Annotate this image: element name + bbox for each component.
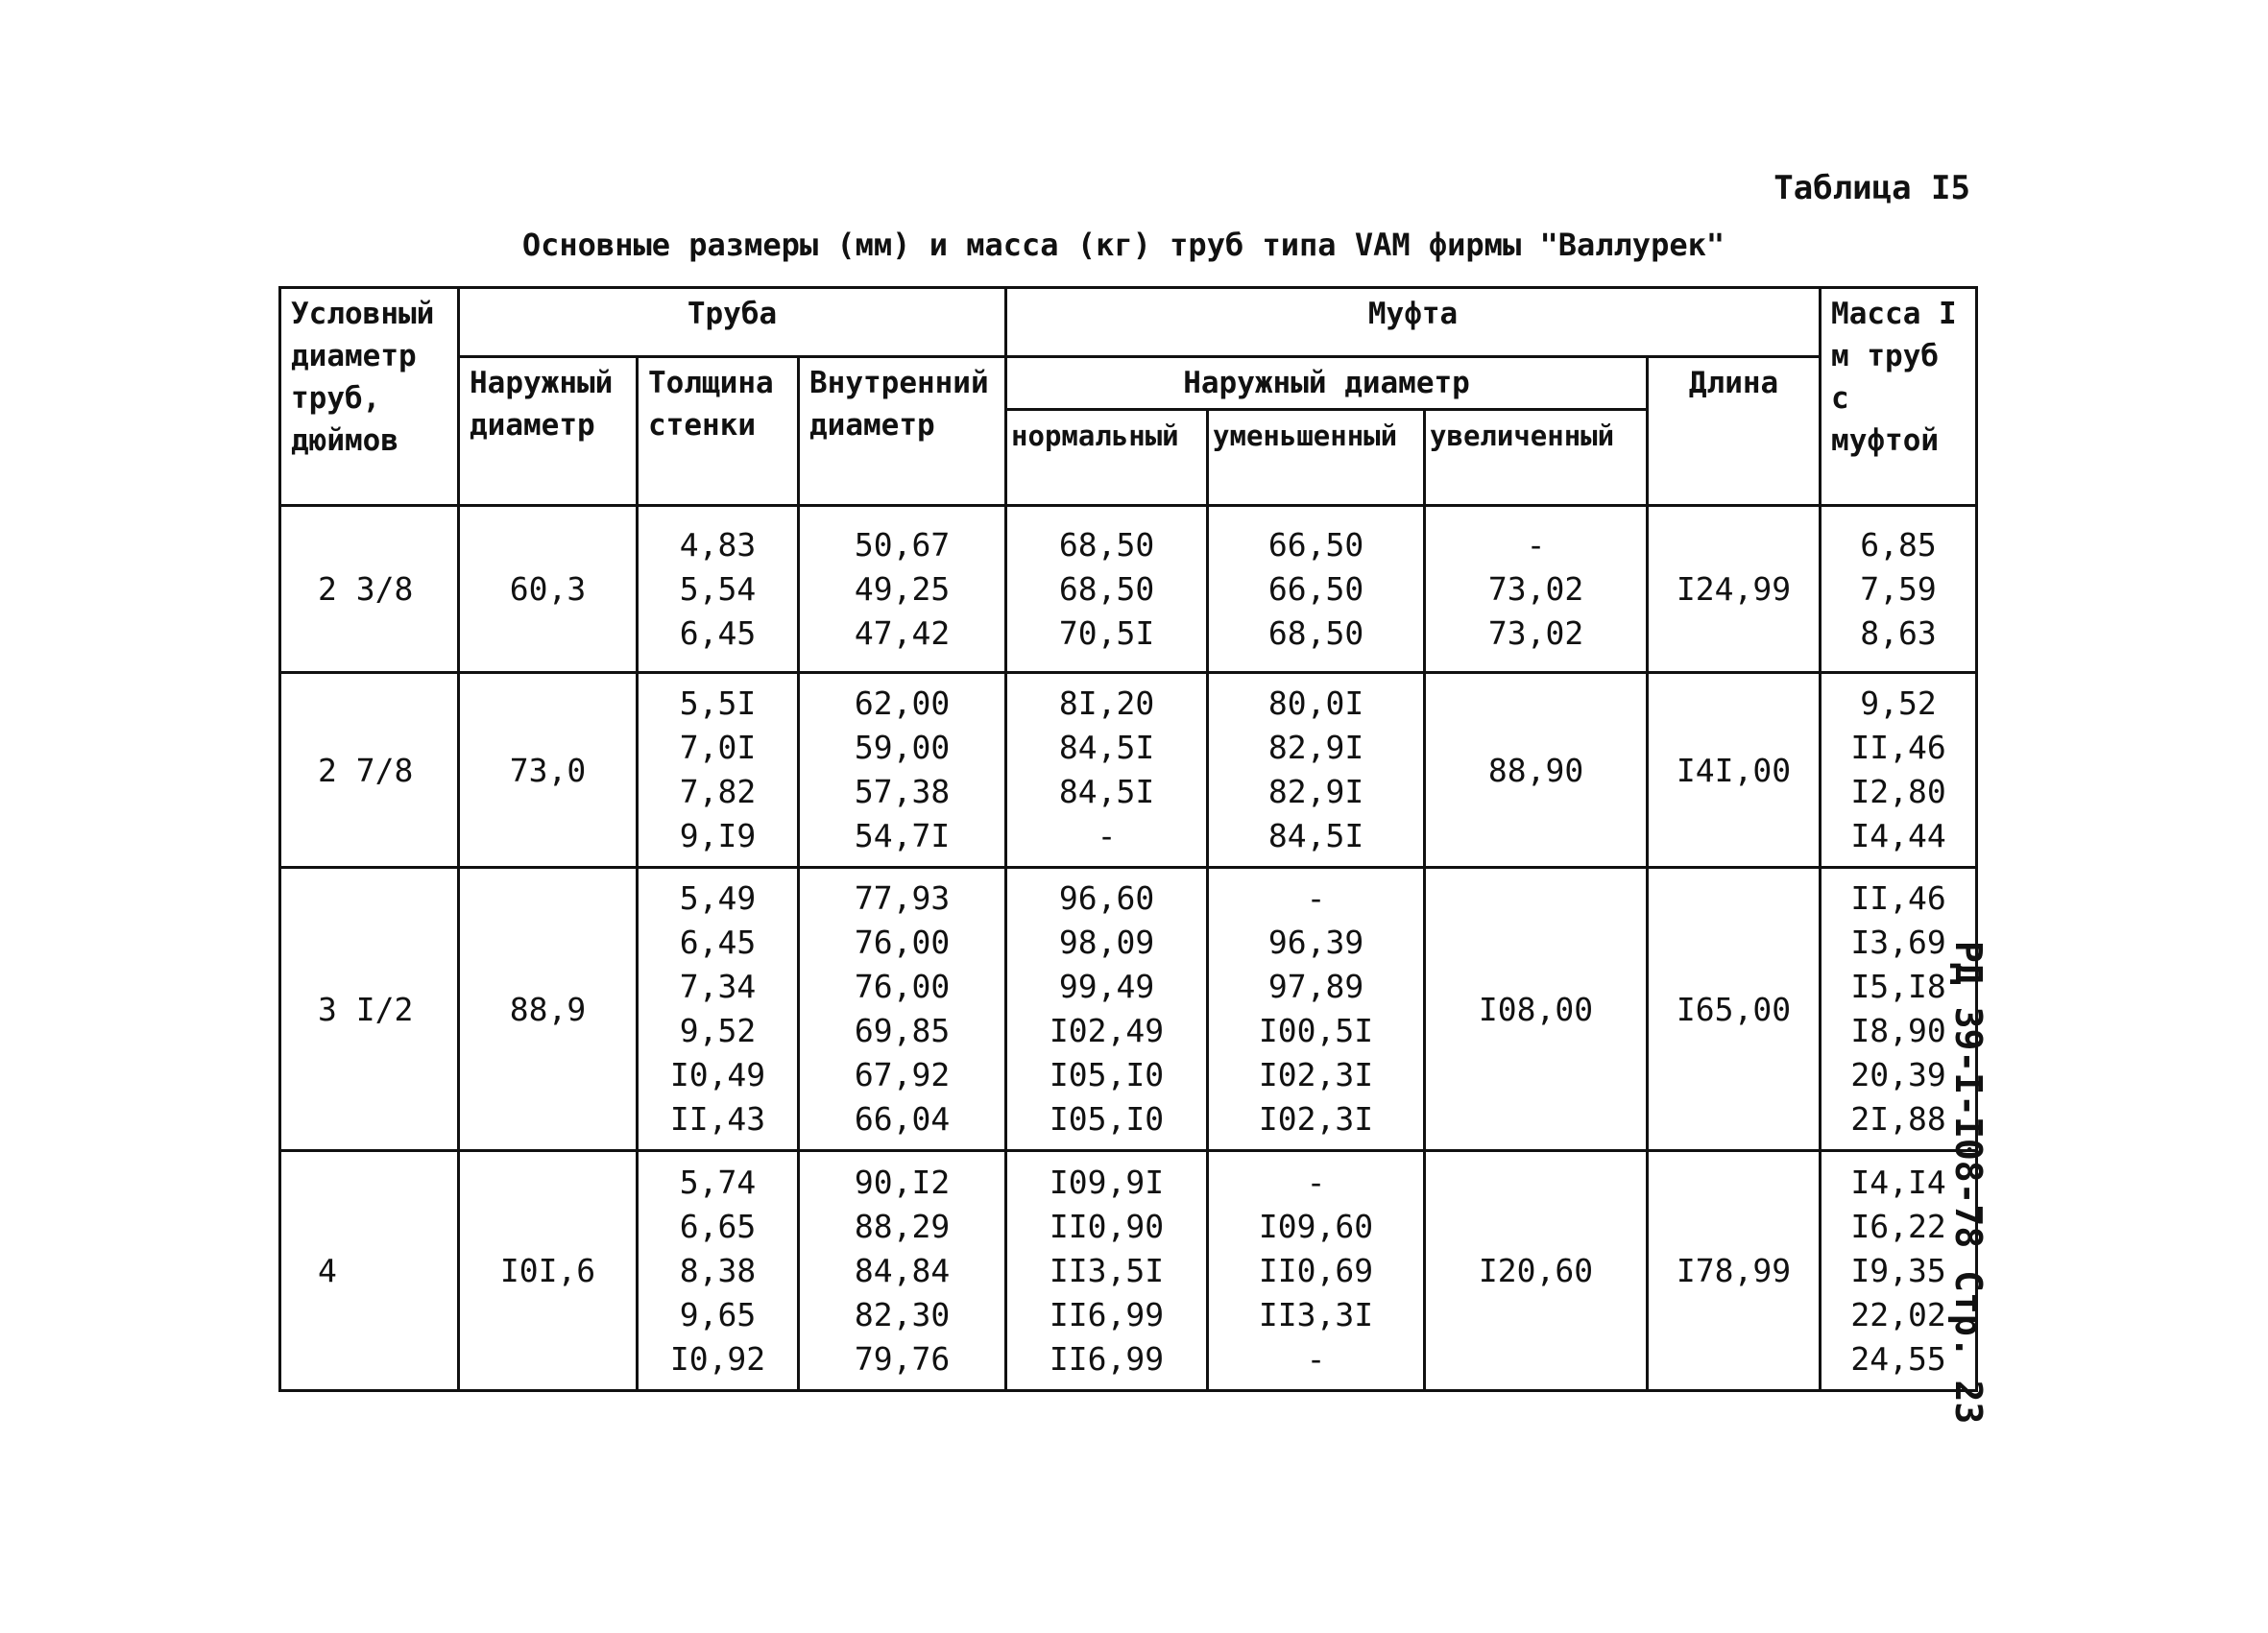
wall-thickness-cell (638, 868, 799, 1151)
coupling-normal-value: 99,49 (1058, 968, 1155, 1005)
inner-diam-value: 77,93 (854, 879, 951, 917)
coupling-length-cell: I78,99 (1648, 1151, 1821, 1391)
coupling-reduced-cell (1208, 673, 1425, 868)
coupling-reduced-value: I00,5I (1258, 1012, 1374, 1049)
coupling-increased-cell: 88,90 (1425, 673, 1648, 868)
coupling-reduced-value: II0,69 (1258, 1251, 1374, 1289)
wall-thickness-value: 8,38 (679, 1251, 757, 1289)
coupling-reduced-value: - (1306, 1339, 1326, 1378)
mass-per-meter-cell (1821, 868, 1977, 1151)
wall-thickness-value: 7,0I (679, 729, 757, 766)
header-coupling-outer: Наружный диаметр (1006, 357, 1648, 410)
coupling-normal-value: I02,49 (1049, 1012, 1165, 1049)
coupling-normal-value: 84,5I (1058, 729, 1155, 766)
header-increased: увеличенный (1425, 410, 1648, 506)
inner-diam-value: 76,00 (854, 968, 951, 1005)
inner-diam-cell (799, 868, 1006, 1151)
coupling-normal-value: I05,I0 (1049, 1056, 1165, 1093)
inner-diam-value: 62,00 (854, 684, 951, 722)
coupling-reduced-value: II3,3I (1258, 1295, 1374, 1333)
coupling-normal-value: II0,90 (1049, 1207, 1165, 1245)
table-row (280, 1151, 1977, 1391)
coupling-reduced-value: 68,50 (1267, 613, 1364, 652)
coupling-length-cell: I24,99 (1648, 506, 1821, 673)
outer-diam-cell: 60,3 (459, 506, 638, 673)
coupling-reduced-value: 80,0I (1267, 684, 1364, 722)
cond-diam-cell: 4 (280, 1151, 459, 1391)
outer-diam-cell: I0I,6 (459, 1151, 638, 1391)
inner-diam-value: 47,42 (854, 613, 951, 652)
pipe-dimensions-table (278, 286, 1978, 1392)
coupling-reduced-value: 84,5I (1267, 817, 1364, 854)
header-outer-diam: Наружный диаметр (459, 357, 638, 506)
mass-per-meter-cell (1821, 506, 1977, 673)
coupling-normal-value: 96,60 (1058, 879, 1155, 917)
wall-thickness-value: 9,65 (679, 1295, 757, 1333)
inner-diam-value: 66,04 (854, 1100, 951, 1138)
inner-diam-value: 82,30 (854, 1295, 951, 1333)
outer-diam-cell: 88,9 (459, 868, 638, 1151)
wall-thickness-value: 5,54 (679, 569, 757, 608)
wall-thickness-value: 5,74 (679, 1163, 757, 1201)
inner-diam-value: 57,38 (854, 773, 951, 810)
coupling-reduced-value: 82,9I (1267, 773, 1364, 810)
mass-per-meter-value: I5,I8 (1850, 968, 1946, 1005)
mass-per-meter-value: 24,55 (1850, 1339, 1946, 1378)
wall-thickness-value: 6,45 (679, 613, 757, 652)
header-normal: нормальный (1006, 410, 1208, 506)
mass-per-meter-cell (1821, 673, 1977, 868)
coupling-normal-value: I05,I0 (1049, 1100, 1165, 1138)
wall-thickness-value: 6,45 (679, 924, 757, 961)
mass-per-meter-value: 7,59 (1860, 569, 1937, 608)
mass-per-meter-value: 9,52 (1860, 684, 1937, 722)
header-inner-diam: Внутренний диаметр (799, 357, 1006, 506)
coupling-increased-cell: I08,00 (1425, 868, 1648, 1151)
coupling-normal-value: 84,5I (1058, 773, 1155, 810)
coupling-normal-value: - (1097, 817, 1117, 854)
table-row (280, 673, 1977, 868)
coupling-reduced-cell (1208, 506, 1425, 673)
wall-thickness-value: 7,82 (679, 773, 757, 810)
header-cond-diam: Условный диаметр труб, дюймов (280, 288, 459, 506)
coupling-reduced-value: - (1306, 879, 1326, 917)
wall-thickness-value: I0,49 (669, 1056, 766, 1093)
coupling-normal-value: I09,9I (1049, 1163, 1165, 1201)
coupling-reduced-value: 82,9I (1267, 729, 1364, 766)
inner-diam-cell (799, 506, 1006, 673)
coupling-normal-cell (1006, 506, 1208, 673)
inner-diam-value: 50,67 (854, 525, 951, 564)
mass-per-meter-value: I3,69 (1850, 924, 1946, 961)
coupling-normal-cell (1006, 868, 1208, 1151)
table-row (280, 506, 1977, 673)
inner-diam-value: 79,76 (854, 1339, 951, 1378)
header-reduced: уменьшенный (1208, 410, 1425, 506)
mass-per-meter-value: 6,85 (1860, 525, 1937, 564)
coupling-reduced-cell (1208, 1151, 1425, 1391)
coupling-increased-cell (1425, 506, 1648, 673)
inner-diam-value: 67,92 (854, 1056, 951, 1093)
wall-thickness-cell (638, 506, 799, 673)
coupling-increased-value: - (1526, 525, 1546, 564)
cond-diam-cell: 3 I/2 (280, 868, 459, 1151)
mass-per-meter-value: II,46 (1850, 879, 1946, 917)
inner-diam-value: 88,29 (854, 1207, 951, 1245)
outer-diam-cell: 73,0 (459, 673, 638, 868)
coupling-reduced-value: I09,60 (1258, 1207, 1374, 1245)
inner-diam-value: 69,85 (854, 1012, 951, 1049)
inner-diam-value: 76,00 (854, 924, 951, 961)
coupling-reduced-value: - (1306, 1163, 1326, 1201)
document-code: РД 39-I-I08-78 Стр. 23 (1947, 941, 1990, 1425)
table-caption: Основные размеры (мм) и масса (кг) труб типа VAM фирмы "Валлурек" (521, 227, 1725, 263)
coupling-reduced-value: I02,3I (1258, 1100, 1374, 1138)
coupling-reduced-value: I02,3I (1258, 1056, 1374, 1093)
cond-diam-cell: 2 3/8 (280, 506, 459, 673)
header-mass: Масса I м труб с муфтой (1821, 288, 1977, 506)
header-wall: Толщина стенки (638, 357, 799, 506)
coupling-normal-cell (1006, 1151, 1208, 1391)
wall-thickness-value: 6,65 (679, 1207, 757, 1245)
coupling-normal-value: 68,50 (1058, 569, 1155, 608)
wall-thickness-value: 7,34 (679, 968, 757, 1005)
mass-per-meter-value: I4,44 (1850, 817, 1946, 854)
table-row (280, 868, 1977, 1151)
coupling-normal-value: 8I,20 (1058, 684, 1155, 722)
coupling-length-cell: I65,00 (1648, 868, 1821, 1151)
wall-thickness-cell (638, 673, 799, 868)
coupling-increased-value: 73,02 (1487, 613, 1584, 652)
mass-per-meter-value: I4,I4 (1850, 1163, 1946, 1201)
mass-per-meter-value: 2I,88 (1850, 1100, 1946, 1138)
coupling-increased-value: 73,02 (1487, 569, 1584, 608)
inner-diam-value: 84,84 (854, 1251, 951, 1289)
wall-thickness-value: 9,52 (679, 1012, 757, 1049)
wall-thickness-value: 5,5I (679, 684, 757, 722)
coupling-normal-value: 70,5I (1058, 613, 1155, 652)
mass-per-meter-value: 20,39 (1850, 1056, 1946, 1093)
inner-diam-cell (799, 1151, 1006, 1391)
coupling-reduced-value: 96,39 (1267, 924, 1364, 961)
coupling-reduced-value: 97,89 (1267, 968, 1364, 1005)
mass-per-meter-value: II,46 (1850, 729, 1946, 766)
mass-per-meter-value: 8,63 (1860, 613, 1937, 652)
header-pipe: Труба (459, 288, 1006, 357)
table-number: Таблица I5 (1773, 169, 1970, 207)
coupling-normal-value: 98,09 (1058, 924, 1155, 961)
mass-per-meter-cell (1821, 1151, 1977, 1391)
coupling-reduced-value: 66,50 (1267, 525, 1364, 564)
wall-thickness-value: 9,I9 (679, 817, 757, 854)
cond-diam-cell: 2 7/8 (280, 673, 459, 868)
mass-per-meter-value: I6,22 (1850, 1207, 1946, 1245)
inner-diam-value: 49,25 (854, 569, 951, 608)
mass-per-meter-value: I8,90 (1850, 1012, 1946, 1049)
coupling-normal-value: II6,99 (1049, 1295, 1165, 1333)
wall-thickness-value: 5,49 (679, 879, 757, 917)
mass-per-meter-value: I9,35 (1850, 1251, 1946, 1289)
inner-diam-value: 54,7I (854, 817, 951, 854)
wall-thickness-cell (638, 1151, 799, 1391)
coupling-normal-cell (1006, 673, 1208, 868)
wall-thickness-value: II,43 (669, 1100, 766, 1138)
coupling-reduced-cell (1208, 868, 1425, 1151)
inner-diam-cell (799, 673, 1006, 868)
mass-per-meter-value: I2,80 (1850, 773, 1946, 810)
mass-per-meter-value: 22,02 (1850, 1295, 1946, 1333)
wall-thickness-value: I0,92 (669, 1339, 766, 1378)
coupling-increased-cell: I20,60 (1425, 1151, 1648, 1391)
coupling-normal-value: 68,50 (1058, 525, 1155, 564)
inner-diam-value: 90,I2 (854, 1163, 951, 1201)
inner-diam-value: 59,00 (854, 729, 951, 766)
header-coupling: Муфта (1006, 288, 1821, 357)
header-length: Длина (1648, 357, 1821, 506)
coupling-normal-value: II6,99 (1049, 1339, 1165, 1378)
coupling-reduced-value: 66,50 (1267, 569, 1364, 608)
coupling-length-cell: I4I,00 (1648, 673, 1821, 868)
wall-thickness-value: 4,83 (679, 525, 757, 564)
coupling-normal-value: II3,5I (1049, 1251, 1165, 1289)
